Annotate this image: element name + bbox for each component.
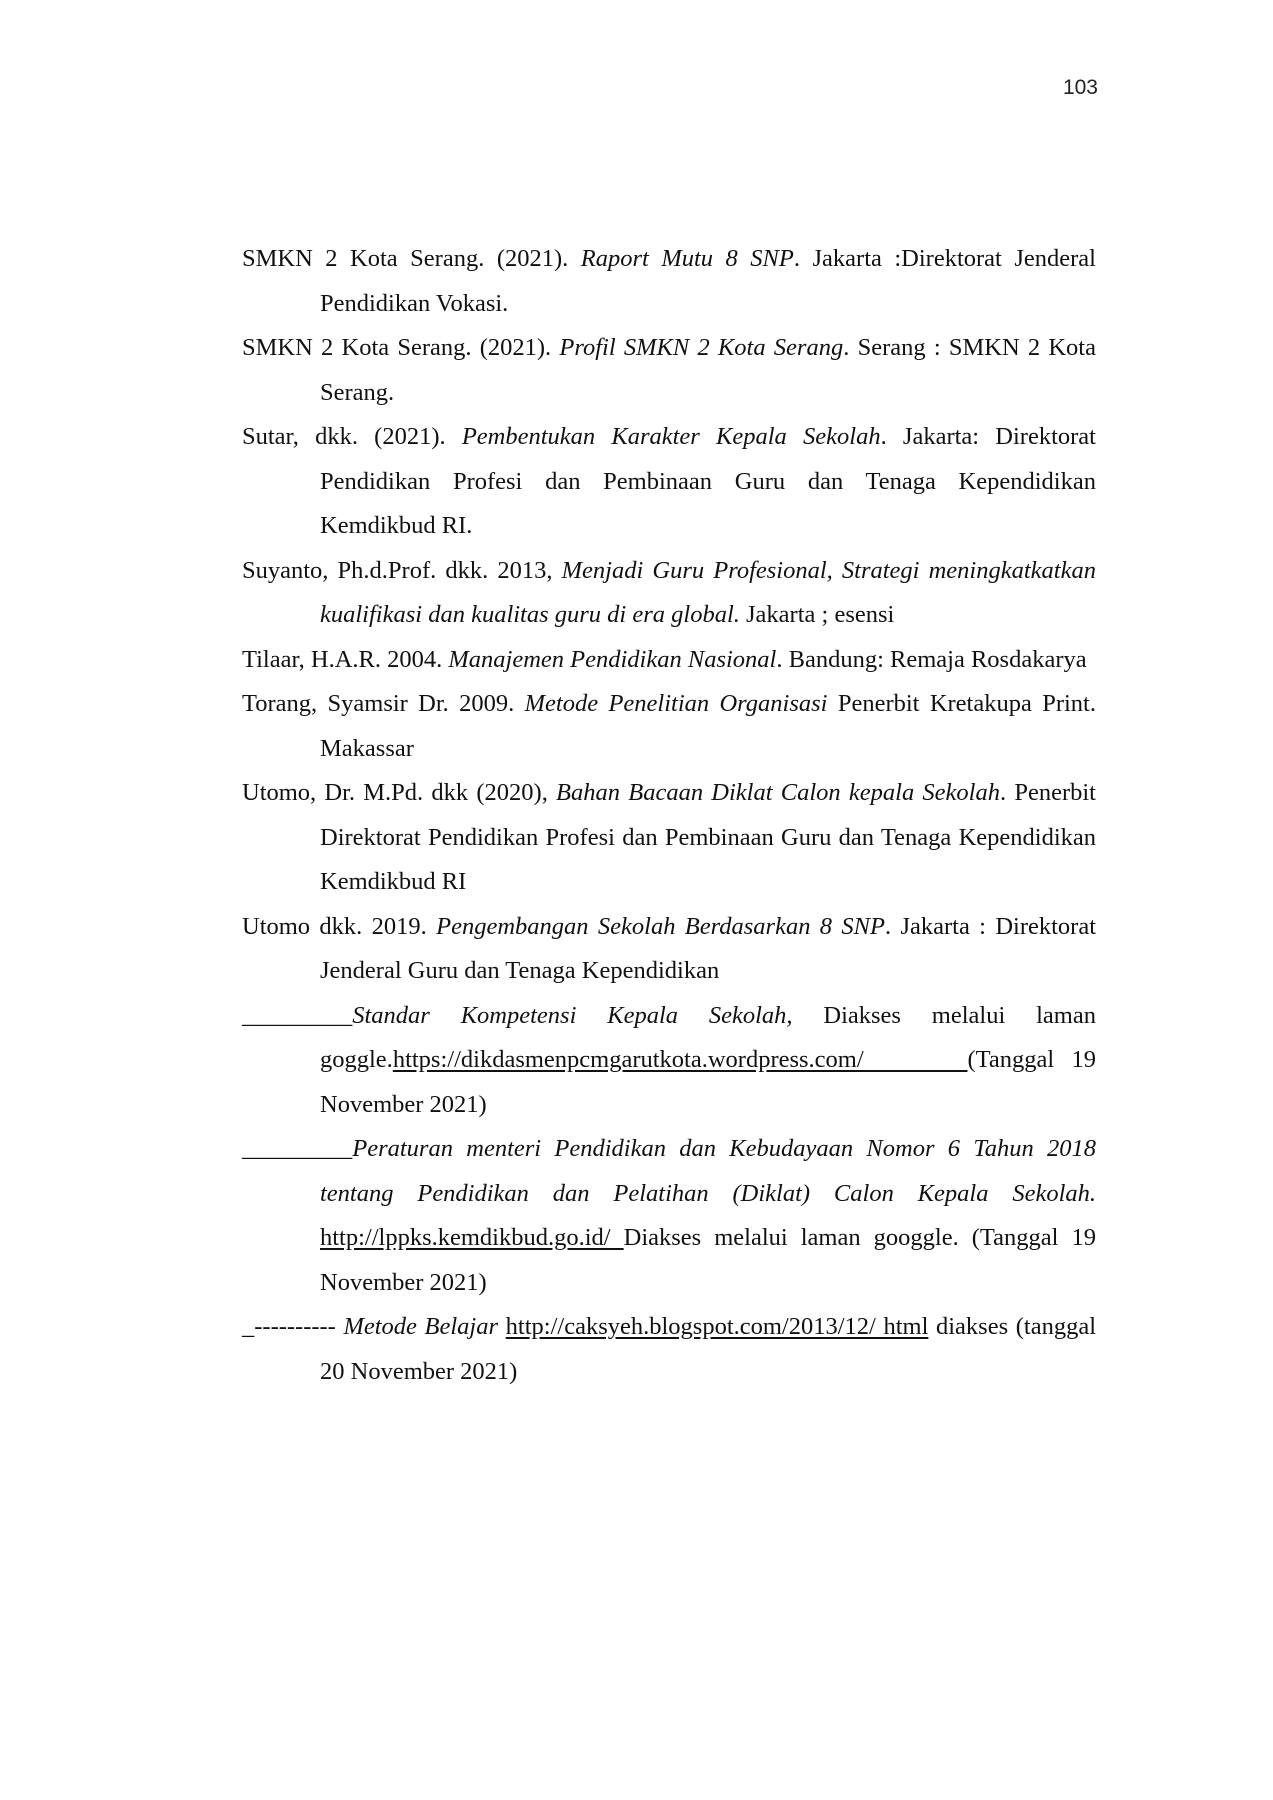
reference-title: Profil SMKN 2 Kota Serang: [559, 334, 844, 361]
reference-publisher: Diakses melalui laman goggle.: [320, 1001, 1096, 1073]
reference-title: Metode Belajar: [343, 1313, 499, 1340]
reference-entry: [242, 326, 1096, 415]
reference-author: Tilaar, H.A.R. 2004.: [242, 645, 449, 673]
reference-entry: [242, 237, 1096, 326]
reference-entry: [242, 638, 1096, 683]
reference-title: Standar Kompetensi Kepala Sekolah,: [352, 1001, 793, 1029]
reference-access-date: diakses (tanggal 20 November 2021): [320, 1313, 1097, 1385]
reference-title: Manajemen Pendidikan Nasional: [448, 645, 777, 673]
reference-author: Utomo, Dr. M.Pd. dkk (2020),: [242, 779, 557, 806]
reference-author: Torang, Syamsir Dr. 2009.: [242, 690, 525, 717]
reference-title: Raport Mutu 8 SNP: [580, 245, 794, 272]
reference-entry: [242, 1305, 1096, 1394]
reference-author: Sutar, dkk. (2021).: [242, 423, 462, 450]
reference-link[interactable]: http://caksyeh.blogspot.com/2013/12/ html: [505, 1313, 929, 1340]
reference-author: Utomo dkk. 2019.: [242, 912, 437, 940]
reference-author: SMKN 2 Kota Serang. (2021).: [242, 245, 581, 272]
reference-entry: [242, 1127, 1096, 1305]
reference-publisher: . Jakarta : Direktorat Jenderal Guru dan Tenaga Kependidikan: [320, 912, 1097, 984]
reference-publisher: . Bandung: Remaja Rosdakarya: [776, 645, 1087, 673]
reference-author: _________: [242, 1001, 353, 1029]
reference-publisher: . Jakarta: Direktorat Pendidikan Profesi dan Pembinaan Guru dan Tenaga Kependidikan Kemdikbud RI.: [320, 423, 1096, 539]
reference-access-date: Diakses melalui laman googgle. (Tanggal 19 November 2021): [320, 1224, 1096, 1296]
reference-title: Pembentukan Karakter Kepala Sekolah: [461, 423, 881, 450]
reference-author: Suyanto, Ph.d.Prof. dkk. 2013,: [242, 556, 562, 584]
reference-publisher: . Jakarta :Direktorat Jenderal Pendidikan Vokasi.: [320, 245, 1096, 317]
reference-publisher: . Serang : SMKN 2 Kota Serang.: [320, 334, 1096, 406]
reference-link[interactable]: http://lppks.kemdikbud.go.id/: [320, 1224, 624, 1251]
reference-title: Bahan Bacaan Diklat Calon kepala Sekolah: [556, 779, 1000, 806]
reference-list: [242, 237, 1096, 1394]
reference-publisher: Jakarta ; esensi: [739, 601, 895, 628]
reference-publisher: Penerbit Kretakupa Print. Makassar: [320, 690, 1096, 762]
reference-author: _________: [242, 1135, 353, 1162]
reference-title: Menjadi Guru Profesional, Strategi meningkatkatkan kualifikasi dan kualitas guru di era global.: [320, 556, 1096, 628]
reference-entry: [242, 771, 1096, 905]
reference-title: Pengembangan Sekolah Berdasarkan 8 SNP: [436, 912, 885, 940]
reference-title: Metode Penelitian Organisasi: [524, 690, 828, 717]
reference-publisher: . Penerbit Direktorat Pendidikan Profesi dan Pembinaan Guru dan Tenaga Kependidikan Kemdikbud RI: [320, 779, 1096, 895]
reference-author: _----------: [242, 1313, 344, 1340]
reference-link[interactable]: https://dikdasmenpcmgarutkota.wordpress.com/: [392, 1046, 968, 1073]
reference-author: SMKN 2 Kota Serang. (2021).: [242, 334, 560, 361]
page-number: 103: [1062, 76, 1098, 99]
reference-publisher: [498, 1313, 506, 1340]
reference-entry: [242, 994, 1096, 1128]
reference-access-date: (Tanggal 19 November 2021): [320, 1046, 1096, 1118]
reference-entry: [242, 549, 1096, 638]
reference-entry: [242, 682, 1096, 771]
reference-title: Peraturan menteri Pendidikan dan Kebudayaan Nomor 6 Tahun 2018 tentang Pendidikan dan Pelatihan (Diklat) Calon Kepala Sekolah.: [320, 1135, 1096, 1207]
reference-entry: [242, 905, 1096, 994]
reference-entry: [242, 415, 1096, 549]
